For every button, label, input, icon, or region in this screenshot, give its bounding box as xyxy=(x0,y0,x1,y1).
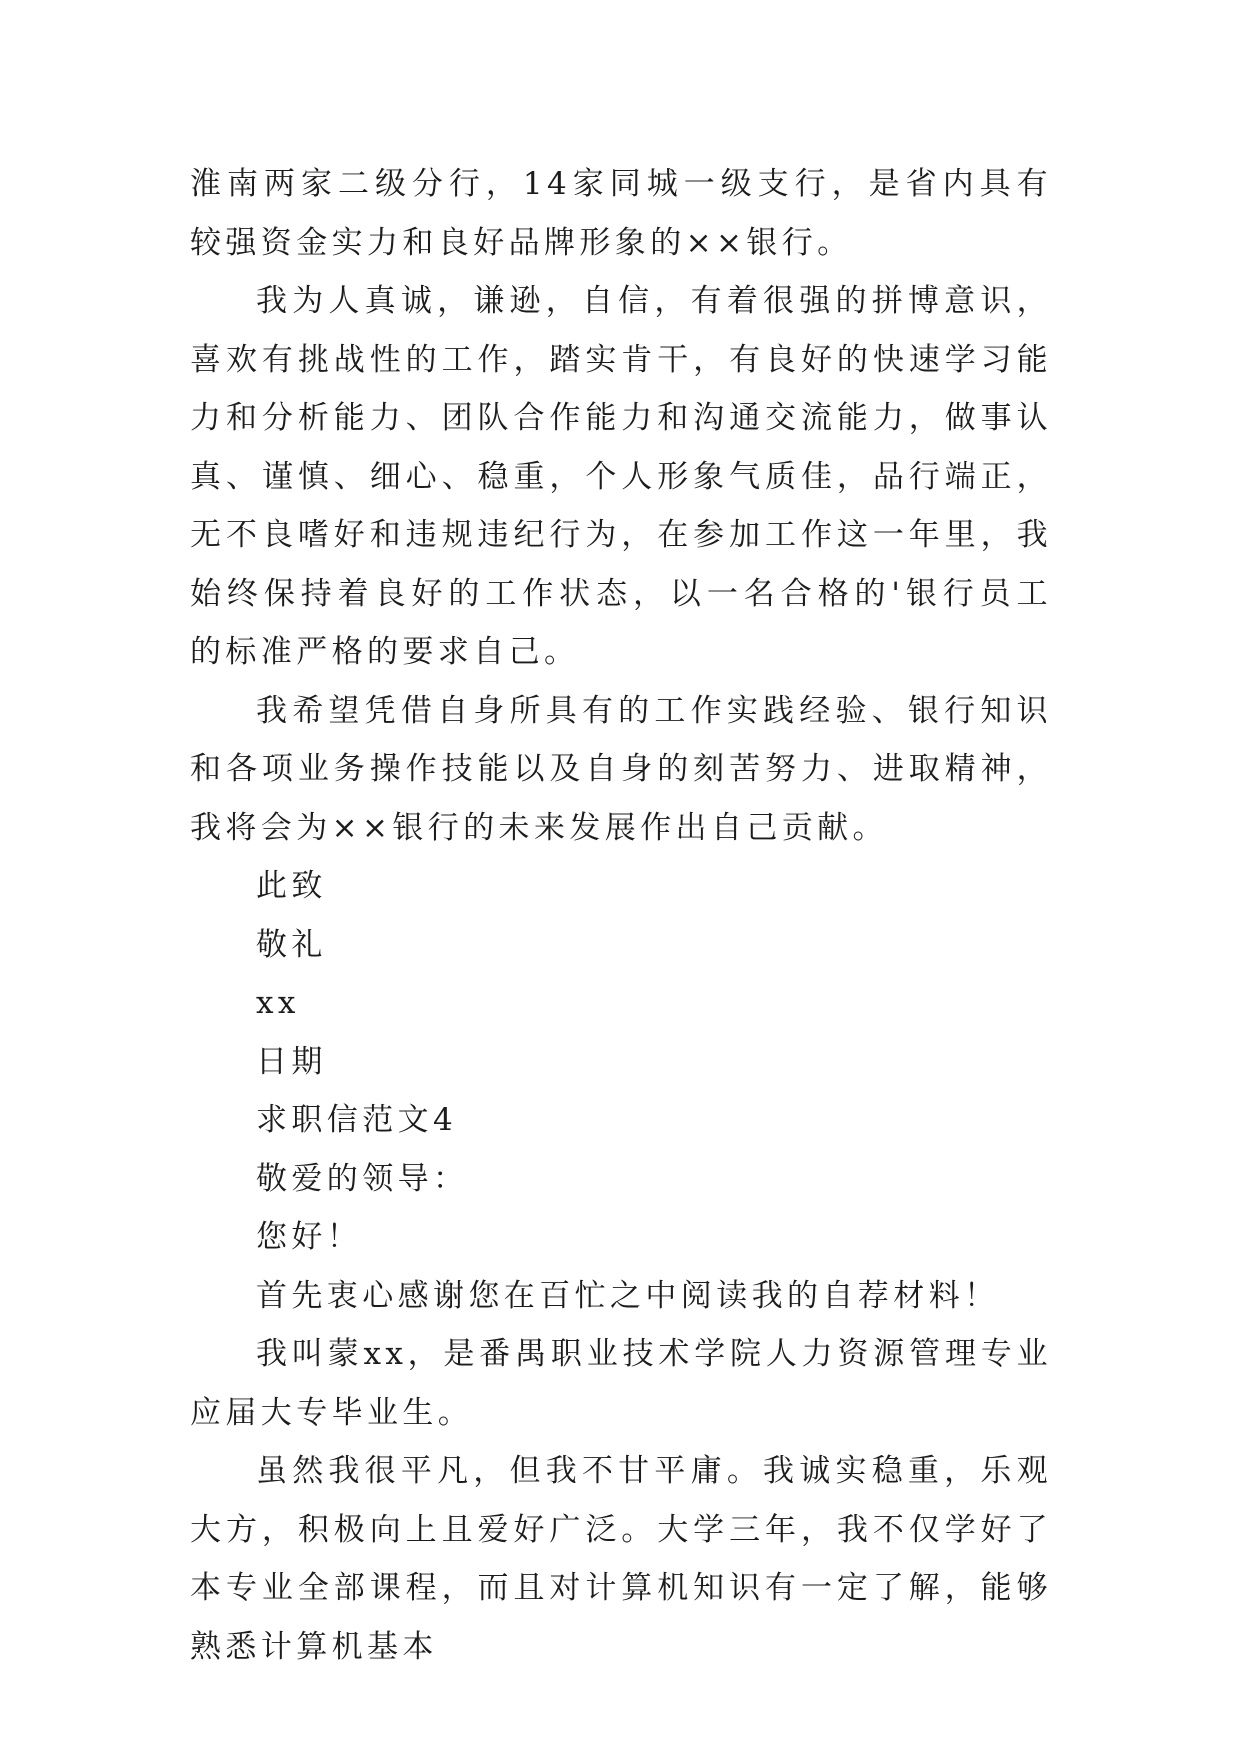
signature-name: xx xyxy=(256,985,300,1021)
signature-date: 日期 xyxy=(256,1043,327,1080)
document-body xyxy=(190,155,1052,1676)
paragraph: 我叫蒙xx，是番禺职业技术学院人力资源管理专业应届大专毕业生。 xyxy=(190,1336,1052,1431)
paragraph: 淮南两家二级分行，14家同城一级支行，是省内具有较强资金实力和良好品牌形象的××银行。 xyxy=(190,166,1052,261)
paragraph: 首先衷心感谢您在百忙之中阅读我的自荐材料！ xyxy=(256,1277,1000,1314)
paragraph: 虽然我很平凡，但我不甘平庸。我诚实稳重，乐观大方，积极向上且爱好广泛。大学三年，我不仅学好了本专业全部课程，而且对计算机知识有一定了解，能够熟悉计算机基本 xyxy=(190,1453,1052,1665)
letter-hello: 您好！ xyxy=(256,1219,363,1255)
letter-greeting: 敬爱的领导： xyxy=(256,1160,469,1197)
paragraph: 我为人真诚，谦逊，自信，有着很强的拼博意识，喜欢有挑战性的工作，踏实肯干，有良好的快速学习能力和分析能力、团队合作能力和沟通交流能力，做事认真、谨慎、细心、稳重，个人形象气质佳，品行端正，无不良嗜好和违规违纪行为，在参加工作这一年里，我始终保持着良好的工作状态，以一名合格的'银行员工的标准严格的要求自己。 xyxy=(190,283,1052,670)
closing-regards: 敬礼 xyxy=(256,926,327,963)
paragraph: 我希望凭借自身所具有的工作实践经验、银行知识和各项业务操作技能以及自身的刻苦努力、进取精神，我将会为××银行的未来发展作出自己贡献。 xyxy=(190,692,1052,846)
closing-salutation: 此致 xyxy=(256,868,327,904)
section-heading: 求职信范文4 xyxy=(256,1102,458,1138)
